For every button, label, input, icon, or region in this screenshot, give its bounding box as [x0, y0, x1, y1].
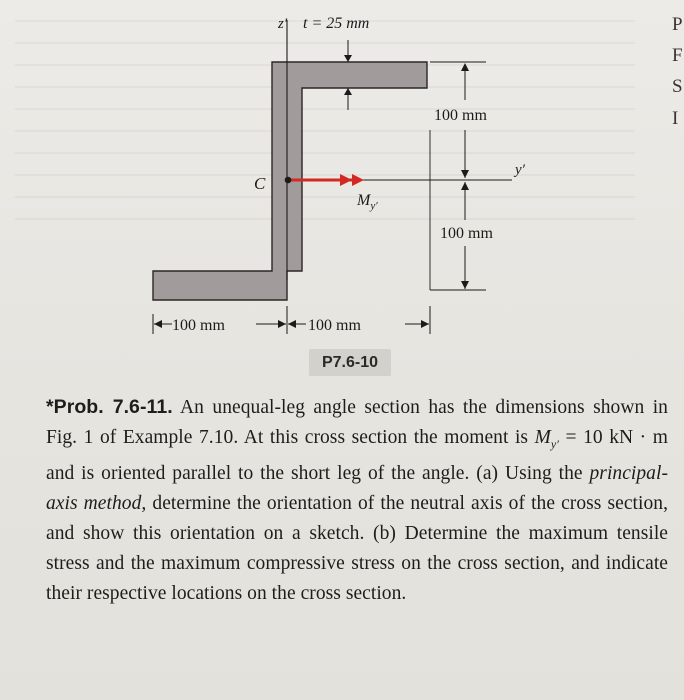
- centroid-label: C: [254, 174, 266, 193]
- thickness-arrow-bottom-head: [344, 88, 352, 95]
- dim-horizontal-left-label: 100 mm: [172, 317, 225, 334]
- moment-label: [356, 192, 378, 212]
- thickness-arrow-top-head: [344, 55, 352, 62]
- centroid-point: [285, 177, 292, 184]
- problem-number: *Prob. 7.6-11.: [46, 396, 173, 418]
- problem-tasks: determine the orientation of the neutral axis of the cross section, and show this orientation on a sketch. (b) Determine the maximum tensile stress and the maximum compressive stress on the cross section, and indicate their respective locations on the cross section.: [46, 492, 668, 604]
- method-name: principal-axis method,: [46, 462, 668, 514]
- moment-symbol: M: [357, 192, 371, 209]
- dim-vertical-upper-label: 100 mm: [434, 107, 487, 124]
- moment-subscript-inline: y′: [550, 436, 559, 451]
- dim-bottom-right-head-b: [421, 320, 429, 328]
- figure-caption: P7.6-10: [309, 349, 391, 376]
- moment-symbol-inline: M: [534, 427, 551, 448]
- dim-vertical-lower-label: 100 mm: [440, 225, 493, 242]
- margin-letter: I: [672, 108, 679, 129]
- margin-letter: F: [672, 45, 683, 66]
- dim-lower-head-bottom: [461, 281, 469, 289]
- problem-intro: An unequal-leg angle section has the dimensions shown in Fig. 1 of Example 7.10. At this cross section the moment is: [46, 397, 668, 448]
- thickness-label: t = 25 mm: [303, 15, 370, 32]
- dim-horizontal-right-label: 100 mm: [308, 317, 361, 334]
- margin-letter: S: [672, 76, 683, 97]
- margin-letter: P: [672, 14, 683, 35]
- problem-orientation: and is oriented parallel to the short leg of the angle. (a) Using the: [46, 462, 583, 484]
- dim-upper-head-bottom: [461, 170, 469, 178]
- z-axis-label: z′: [278, 16, 288, 32]
- moment-arrow-head-2: [352, 174, 364, 186]
- moment-subscript: y′: [370, 200, 378, 212]
- dim-bottom-left-head-b: [278, 320, 286, 328]
- moment-value: = 10 kN · m: [565, 427, 668, 448]
- dim-bottom-right-head-a: [288, 320, 296, 328]
- y-axis-label: y′: [515, 162, 525, 178]
- dim-upper-head-top: [461, 63, 469, 71]
- dim-bottom-left-head-a: [154, 320, 162, 328]
- moment-arrow-head-1: [340, 174, 352, 186]
- problem-statement: [46, 392, 668, 609]
